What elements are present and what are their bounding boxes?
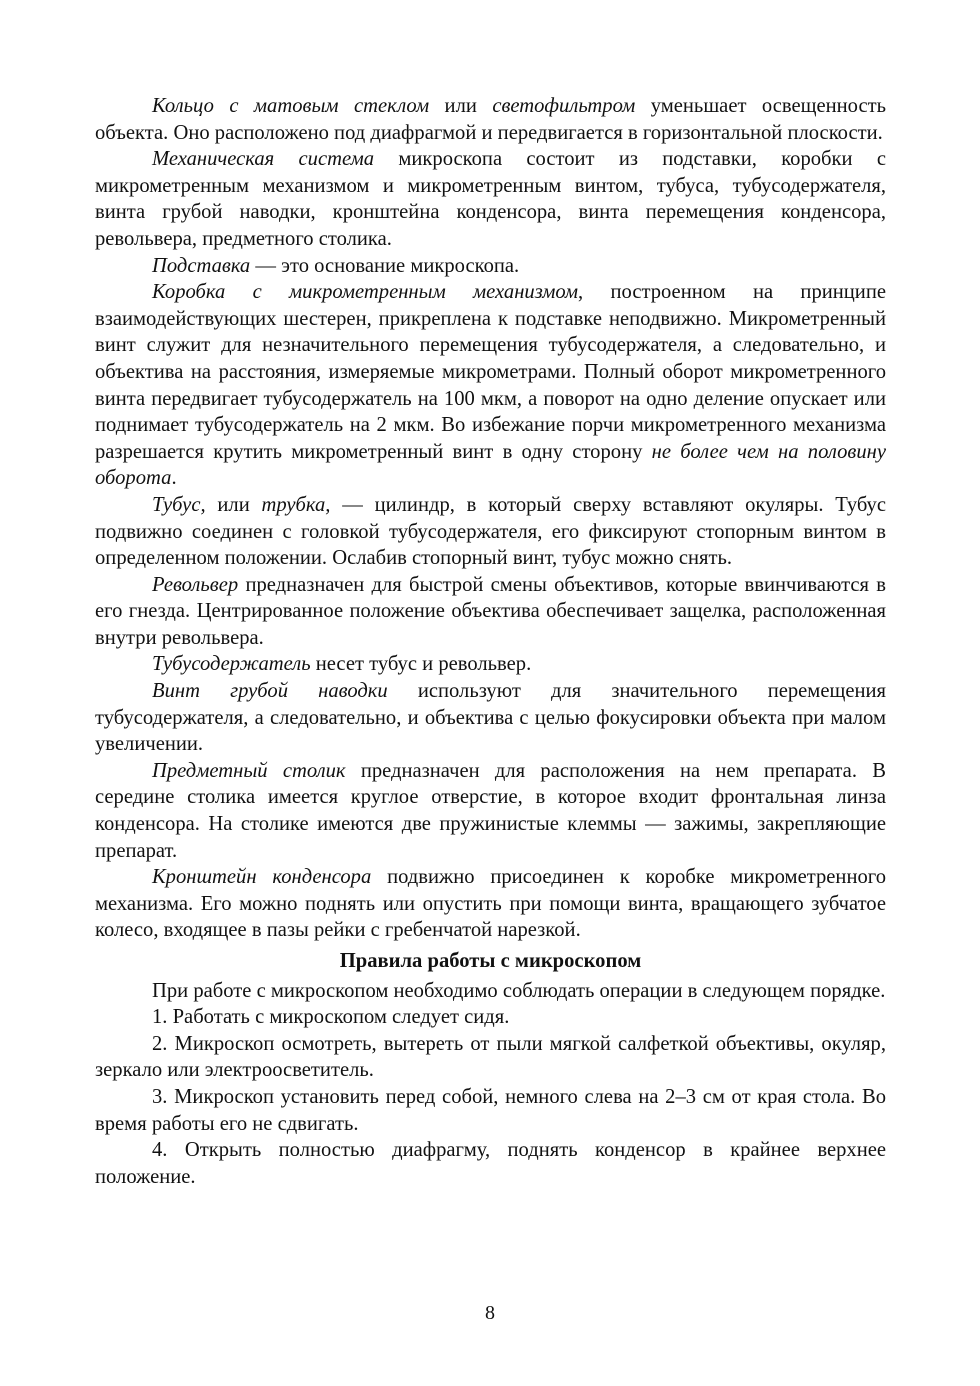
paragraph-mech <box>95 146 886 252</box>
text-run: микроскопа состоит из подставки, коробки с микрометренным механизмом и микрометренным винтом, тубуса, тубусодержателя, винта грубой наводки, кронштейна конденсора, винта перемещения конденсора, револьвера, предметного столика. <box>95 148 886 250</box>
italic-term: Тубусодержатель <box>152 653 311 676</box>
italic-term: Кронштейн конденсора <box>152 866 372 889</box>
text-run: уменьшает освещенность объекта. Оно расположено под диафрагмой и передвигается в горизонтальной плоскости. <box>95 95 886 144</box>
text-run: , построенном на принципе взаимодействующих шестерен, прикреплена к подставке неподвижно. Микрометренный винт служит для незначительного перемещения тубусодержателя, а следовательно, и объектива на расстояния, измеряемые микрометрами. Полный оборот микрометренного винта передвигает тубусодержатель на 100 мкм, а поворот на одно деление опускает или поднимает тубусодержатель на 2 мкм. Во избежание порчи микрометренного механизма разрешается крутить микрометренный винт в одну сторону <box>95 281 886 463</box>
text-run: 1. Работать с микроскопом следует сидя. <box>152 1006 510 1029</box>
italic-term: Револьвер <box>152 573 239 596</box>
rule-paragraph-intro <box>95 978 886 1005</box>
text-run: При работе с микроскопом необходимо соблюдать операции в следующем порядке. <box>152 979 886 1002</box>
paragraph-revolver <box>95 572 886 652</box>
paragraph-bracket <box>95 864 886 944</box>
text-run: — цилиндр, в который сверху вставляют окуляры. Тубус подвижно соединен с головкой тубусодержателя, его фиксируют стопорным винтом в определенном положении. Ослабив стопорный винт, тубус можно снять. <box>95 493 886 570</box>
italic-term: трубка, <box>261 493 331 516</box>
text-run: — это основание микроскопа. <box>250 254 520 277</box>
rule-paragraph-rule3 <box>95 1084 886 1137</box>
text-run: предназначен для расположения на нем препарата. В середине столика имеется круглое отверстие, в которое входит фронтальная линза конденсора. На столике имеются две пружинистые клеммы — зажимы, закрепляющие препарат. <box>95 759 886 862</box>
text-run: предназначен для быстрой смены объективов, которые ввинчиваются в его гнезда. Центрированное положение объектива обеспечивает защелка, расположенная внутри револьвера. <box>95 573 886 649</box>
text-run: . <box>171 467 177 490</box>
italic-term: Подставка <box>152 254 251 277</box>
text-run: или <box>205 493 262 516</box>
description-section <box>95 93 886 944</box>
page-number: 8 <box>485 1302 495 1324</box>
rule-paragraph-rule2 <box>95 1031 886 1084</box>
italic-term: Механическая система <box>152 148 375 171</box>
text-run: или <box>429 95 493 117</box>
rule-paragraph-rule4 <box>95 1137 886 1190</box>
rules-section <box>95 978 886 1191</box>
italic-term: не более чем на половину оборота <box>95 440 886 490</box>
text-run: 3. Микроскоп установить перед собой, немного слева на 2–3 см от края стола. Во время работы его не сдвигать. <box>95 1085 886 1135</box>
italic-term: Предметный столик <box>152 759 346 782</box>
page-body <box>95 93 886 1190</box>
paragraph-ring <box>95 93 886 146</box>
text-run: подвижно присоединен к коробке микрометренного механизма. Его можно поднять или опустить при помощи винта, вращающего зубчатое колесо, входящее в пазы рейки с гребенчатой нарезкой. <box>95 866 886 942</box>
text-run: 2. Микроскоп осмотреть, вытереть от пыли мягкой салфеткой объективы, окуляр, зеркало или электроосветитель. <box>95 1032 886 1082</box>
italic-term: Винт грубой наводки <box>152 680 388 703</box>
text-run: 4. Открыть полностью диафрагму, поднять конденсор в крайнее верхнее положение. <box>95 1139 886 1188</box>
paragraph-box <box>95 279 886 492</box>
paragraph-stand <box>95 253 886 280</box>
italic-term: Коробка с микрометренным механизмом <box>152 281 579 304</box>
text-run: несет тубус и револьвер. <box>310 653 532 676</box>
paragraph-holder <box>95 651 886 678</box>
paragraph-stage <box>95 758 886 864</box>
section-heading: Правила работы с микроскопом <box>339 950 642 972</box>
italic-term: светофильтром <box>492 95 636 117</box>
paragraph-tube <box>95 492 886 572</box>
italic-term: Тубус, <box>152 493 206 516</box>
paragraph-coarse <box>95 678 886 758</box>
italic-term: Кольцо с матовым стеклом <box>152 95 430 117</box>
text-run: используют для значительного перемещения тубусодержателя, а следовательно, и объектива с целью фокусировки объекта при малом увеличении. <box>95 680 886 756</box>
rule-paragraph-rule1 <box>95 1004 886 1031</box>
